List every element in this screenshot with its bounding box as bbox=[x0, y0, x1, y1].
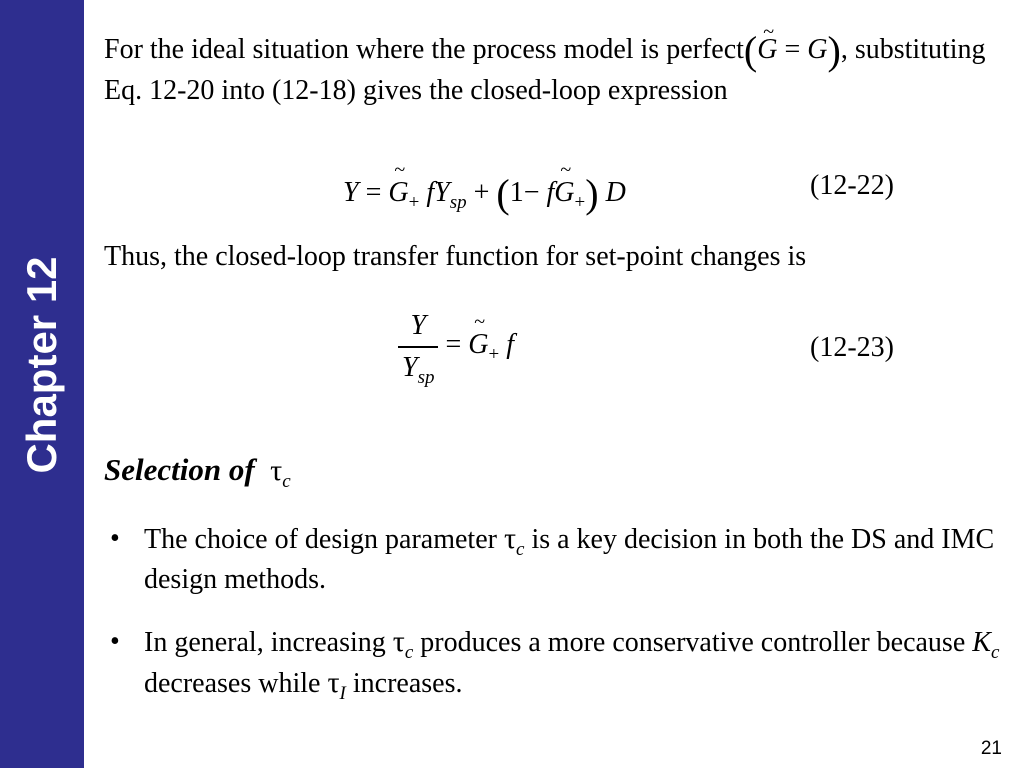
eq23-denominator-sp: sp bbox=[417, 366, 435, 388]
tau-subscript: c bbox=[282, 471, 291, 492]
eq23-plus-sub: + bbox=[488, 344, 500, 366]
gain-k-subscript: c bbox=[990, 642, 1000, 663]
eq22-minus: − bbox=[523, 177, 540, 208]
intro-text-continued: , substituting Eq. 12-20 into (12-18) gives the closed-loop expression bbox=[104, 34, 986, 106]
eq23-denominator-y: Y bbox=[402, 351, 418, 383]
bullet-1-text-continued: is a key decision in both the DS and IMC design methods. bbox=[144, 524, 995, 595]
eq22-y: Y bbox=[434, 177, 450, 208]
eq23-equals: = bbox=[445, 329, 462, 361]
eq23-numerator: Y bbox=[410, 310, 427, 341]
model-g-tilde: ~ G bbox=[757, 30, 777, 70]
bullet-item bbox=[104, 519, 1004, 600]
bullet-2-text-mid: produces a more conservative controller because bbox=[420, 627, 966, 658]
equation-12-22 bbox=[343, 170, 626, 217]
tau-symbol: τ bbox=[270, 454, 283, 487]
tau-symbol: τ bbox=[392, 625, 405, 658]
tau-symbol: τ bbox=[503, 522, 517, 555]
process-g: G bbox=[807, 34, 828, 65]
eq22-f: f bbox=[426, 177, 435, 208]
open-paren: ( bbox=[743, 28, 758, 73]
eq22-plus-sub: + bbox=[408, 192, 420, 213]
bullet-2-text: In general, increasing bbox=[144, 627, 386, 658]
eq22-f2: f bbox=[546, 177, 555, 208]
gain-k: K bbox=[972, 627, 991, 658]
eq22-sp-sub: sp bbox=[449, 192, 467, 213]
intro-paragraph bbox=[104, 30, 1004, 111]
equals-sign: = bbox=[784, 34, 801, 65]
bullet-1-text: The choice of design parameter bbox=[144, 524, 497, 555]
eq23-f: f bbox=[506, 329, 515, 361]
eq22-g-tilde: ~ G bbox=[388, 177, 408, 209]
eq23-g-tilde: ~ G bbox=[468, 329, 488, 361]
tau-subscript: c bbox=[404, 642, 414, 663]
chapter-sidebar bbox=[0, 0, 84, 768]
eq22-lhs: Y bbox=[343, 177, 359, 208]
eq22-open-paren: ( bbox=[496, 171, 510, 216]
transfer-function-paragraph: Thus, the closed-loop transfer function for set-point changes is bbox=[104, 241, 807, 272]
eq22-add: + bbox=[473, 177, 490, 208]
equation-number-12-22: (12-22) bbox=[810, 170, 894, 201]
eq22-plus2-sub: + bbox=[574, 192, 586, 213]
eq23-fraction bbox=[398, 310, 438, 388]
bullet-2-text-end: increases. bbox=[352, 668, 463, 699]
page-number: 21 bbox=[980, 738, 1002, 759]
tau-i-subscript: I bbox=[339, 683, 346, 704]
fraction-bar bbox=[398, 346, 438, 348]
sidebar-divider bbox=[84, 0, 88, 768]
bullet-item bbox=[104, 622, 1004, 704]
tau-i-symbol: τ bbox=[327, 666, 340, 699]
equation-12-23 bbox=[398, 310, 515, 388]
eq22-one: 1 bbox=[509, 177, 524, 208]
eq22-equals: = bbox=[365, 177, 382, 208]
chapter-label: Chapter 12 bbox=[18, 256, 65, 474]
tau-subscript: c bbox=[516, 539, 525, 560]
eq22-g2-tilde: ~ G bbox=[554, 177, 574, 209]
bullet-2-text-mid2: decreases while bbox=[144, 668, 321, 699]
equation-number-12-23: (12-23) bbox=[810, 332, 894, 363]
eq22-d: D bbox=[605, 177, 626, 208]
section-heading bbox=[104, 452, 291, 492]
intro-text: For the ideal situation where the process model is perfect bbox=[104, 34, 744, 65]
eq22-close-paren: ) bbox=[585, 171, 599, 216]
section-heading-text: Selection of bbox=[104, 452, 255, 487]
close-paren: ) bbox=[827, 28, 841, 73]
